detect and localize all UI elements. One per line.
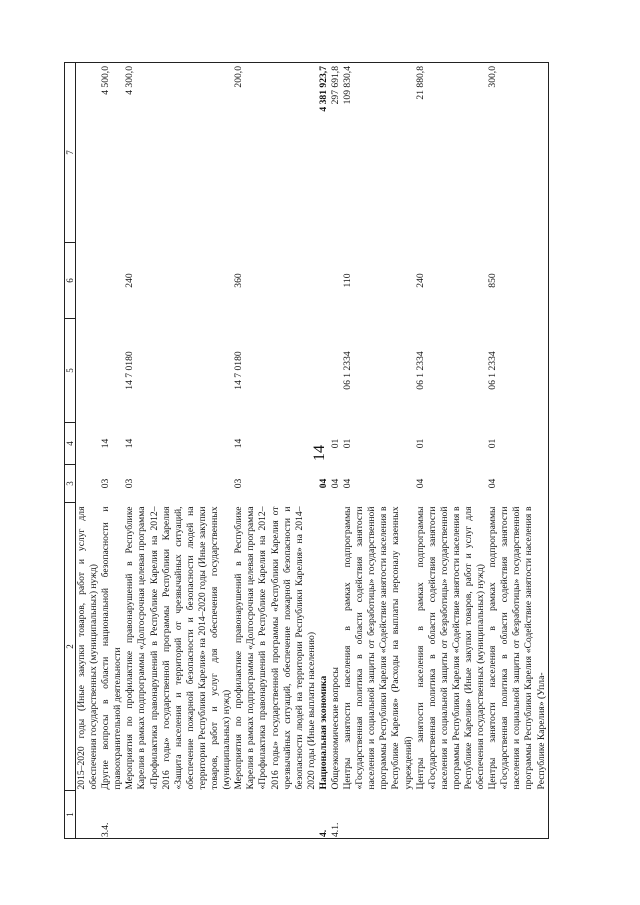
table-row	[342, 63, 415, 839]
row-target-code: 14 7 0180	[233, 351, 245, 390]
row-target-code	[76, 319, 101, 423]
row-name: Национальная экономика	[317, 675, 329, 790]
row-number	[124, 791, 233, 839]
row-expense-type	[76, 243, 101, 319]
row-name: Центры занятости населения в рамках подпрограммы «Государственная политика в области содействия занятости населения и социальной защиты от безработицы» государственной программы Республики Карелия «Содействие занятости населения в Республике Карелия» (Иные закупки товаров, работ и услуг для обеспечения государственных (муниципальных) нужд)	[414, 506, 487, 790]
row-section-code: 04	[414, 478, 426, 489]
row-expense-type: 240	[124, 273, 136, 288]
row-amount: 4 500,0	[100, 63, 124, 243]
row-number	[76, 791, 101, 839]
row-name: Другие вопросы в области национальной безопасности и правоохранительной деятельности	[100, 506, 124, 790]
row-subsection-code: 14	[124, 438, 136, 449]
column-header: 4	[65, 423, 76, 465]
row-subsection-code: 14	[233, 438, 245, 449]
row-subsection-code: 01	[487, 423, 548, 465]
row-expense-type: 360	[233, 273, 245, 288]
row-expense-type	[318, 243, 330, 319]
row-expense-type	[330, 243, 342, 319]
row-number	[415, 791, 488, 839]
page-number: 14	[311, 445, 328, 461]
row-section-code: 04	[342, 478, 354, 489]
table-row	[487, 63, 548, 839]
row-amount	[76, 63, 101, 243]
row-target-code: 06 1 2334	[342, 351, 354, 390]
row-target-code	[100, 319, 124, 423]
row-expense-type: 240	[414, 273, 426, 288]
row-amount: 21 880,8	[415, 63, 488, 243]
table-row	[330, 63, 342, 839]
row-target-code: 06 1 2334	[487, 319, 548, 423]
budget-table	[64, 62, 549, 839]
column-header: 6	[65, 243, 76, 319]
row-section-code: 04	[487, 465, 548, 503]
row-name: Центры занятости населения в рамках подпрограммы «Государственная политика в области содействия занятости населения и социальной защиты от безработицы» государственной программы Республики Карелия «Содействие занятости населения в Республике Карелия» (Расходы на выплаты персоналу казенных учреждений)	[342, 506, 414, 790]
row-section-code: 03	[233, 478, 245, 489]
row-section-code	[76, 465, 101, 503]
row-amount: 200,0	[233, 63, 318, 243]
row-section-code: 03	[124, 478, 136, 489]
row-target-code	[330, 319, 342, 423]
row-expense-type: 110	[342, 273, 354, 288]
row-name: Мероприятия по профилактике правонарушений в Республике Карелия в рамках подпрограммы «Долгосрочная целевая программа «Профилактика правонарушений в Республике Карелия на 2012–2016 годы» государственной программы Республики Карелия «Защита населения и территорий от чрезвычайных ситуаций, обеспечение пожарной безопасности и безопасности людей на территории Республики Карелия» на 2014–2020 годы (Иные закупки товаров, работ и услуг для обеспечения государственных (муниципальных) нужд)	[124, 506, 233, 790]
column-header: 3	[65, 465, 76, 503]
row-name: 2015–2020 годы (Иные закупки товаров, работ и услуг для обеспечения государственных (муниципальных) нужд)	[76, 506, 100, 790]
table-row	[233, 63, 318, 839]
table-row	[415, 63, 488, 839]
row-expense-type: 850	[487, 243, 548, 319]
row-expense-type	[100, 243, 124, 319]
row-number: 4.1.	[330, 791, 342, 839]
row-number	[487, 791, 548, 839]
row-amount: 4 300,0	[124, 63, 233, 243]
row-subsection-code: 01	[329, 438, 341, 449]
row-subsection-code	[76, 423, 101, 465]
row-subsection-code: 01	[414, 438, 426, 449]
table-body	[76, 63, 549, 839]
row-target-code: 14 7 0180	[124, 351, 136, 390]
row-amount: 300,0	[487, 63, 548, 243]
row-subsection-code: 14	[100, 438, 112, 449]
rotated-page-content	[64, 63, 604, 839]
row-name: Центры занятости населения в рамках подпрограммы «Государственная политика в области содействия занятости населения и социальной защиты от безработицы» государственной программы Республики Карелия «Содействие занятости населения в Республике Карелия» (Упла-	[487, 503, 548, 791]
row-amount: 4 381 923,7	[318, 63, 330, 243]
row-name: Общеэкономические вопросы	[329, 667, 341, 790]
row-amount: 297 691,8	[330, 63, 342, 243]
column-header: 2	[65, 503, 76, 791]
row-section-code: 04	[329, 478, 341, 489]
row-amount: 109 830,4	[342, 63, 415, 243]
table-row	[100, 63, 124, 839]
row-subsection-code: 01	[342, 438, 354, 449]
table-row	[124, 63, 233, 839]
row-number: 3.4.	[100, 791, 124, 839]
row-section-code: 04	[317, 478, 329, 489]
table-row	[76, 63, 101, 839]
column-header: 1	[65, 791, 76, 839]
row-number: 4.	[318, 791, 330, 839]
row-name: Мероприятия по профилактике правонарушений в Республике Карелия в рамках подпрограммы «Долгосрочная целевая программа «Профилактика правонарушений в Республике Карелия на 2012–2016 годы» государственной программы «Республики Карелия от чрезвычайных ситуаций, обеспечение пожарной безопасности и безопасности людей на территории Республики Карелия» на 2014–2020 годы (Иные выплаты населению)	[233, 506, 317, 790]
row-section-code: 03	[100, 478, 112, 489]
row-target-code: 06 1 2334	[414, 351, 426, 390]
row-number	[342, 791, 415, 839]
row-target-code	[318, 319, 330, 423]
row-subsection-code	[318, 423, 330, 465]
column-header: 5	[65, 319, 76, 423]
column-header: 7	[65, 63, 76, 243]
table-header-row	[65, 63, 76, 839]
table-row	[318, 63, 330, 839]
row-number	[233, 791, 318, 839]
